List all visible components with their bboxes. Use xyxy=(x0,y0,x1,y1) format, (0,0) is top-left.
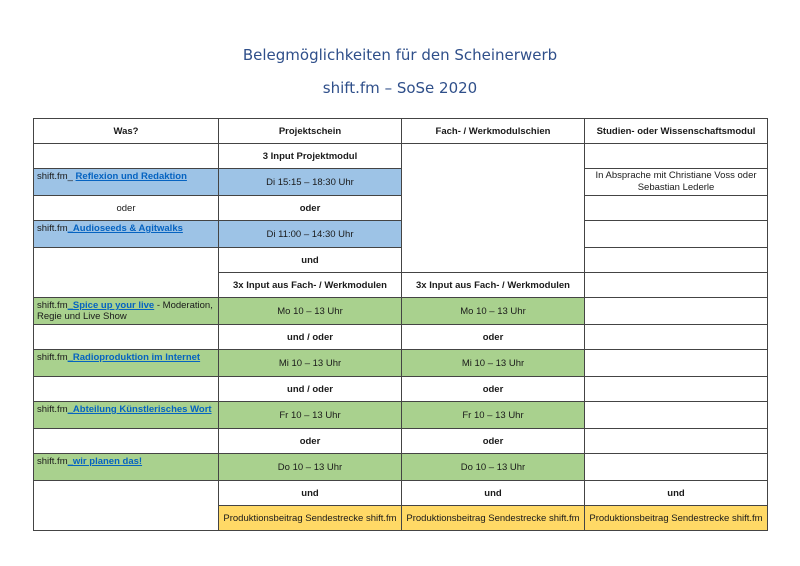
course-prefix: shift.fm_ xyxy=(37,171,76,182)
course-link-kuenstlerisches-wort[interactable]: _Abteilung Künstlerisches Wort xyxy=(67,404,212,415)
course-link-spice[interactable]: _Spice up your live xyxy=(67,300,155,311)
time-cell: Do 10 – 13 Uhr xyxy=(219,454,402,481)
produktionsbeitrag-cell: Produktionsbeitrag Sendestrecke shift.fm xyxy=(402,506,585,531)
time-cell: Do 10 – 13 Uhr xyxy=(402,454,585,481)
time-cell: Mo 10 – 13 Uhr xyxy=(219,298,402,325)
table-row xyxy=(34,325,768,350)
time-cell: Mo 10 – 13 Uhr xyxy=(402,298,585,325)
course-link-reflexion[interactable]: Reflexion und Redaktion xyxy=(75,171,187,182)
time-cell: Mi 10 – 13 Uhr xyxy=(402,350,585,377)
connector-cell: und xyxy=(219,481,402,506)
course-prefix: shift.fm xyxy=(37,300,68,311)
course-suffix: - Moderation, Regie und Live Show xyxy=(37,300,213,322)
table-row xyxy=(34,196,768,221)
table-row xyxy=(34,377,768,402)
table-row xyxy=(34,481,768,506)
table-row xyxy=(34,169,768,196)
course-link-radioproduktion[interactable]: _Radioproduktion im Internet xyxy=(67,352,201,363)
time-cell: Fr 10 – 13 Uhr xyxy=(219,402,402,429)
cell-empty-merged xyxy=(34,248,219,298)
produktionsbeitrag-cell: Produktionsbeitrag Sendestrecke shift.fm xyxy=(219,506,402,531)
course-cell xyxy=(34,350,219,377)
table-row xyxy=(34,144,768,169)
course-prefix: shift.fm xyxy=(37,404,68,415)
time-cell: Fr 10 – 13 Uhr xyxy=(402,402,585,429)
cell-projektmodul-label: 3 Input Projektmodul xyxy=(219,144,402,169)
table-header-row xyxy=(34,119,768,144)
cell-empty xyxy=(585,377,768,402)
page-subtitle: shift.fm – SoSe 2020 xyxy=(322,79,478,97)
connector-cell: und / oder xyxy=(219,377,402,402)
table-row xyxy=(34,429,768,454)
cell-empty xyxy=(585,298,768,325)
course-cell xyxy=(34,402,219,429)
table-row xyxy=(34,248,768,273)
time-cell: Di 11:00 – 14:30 Uhr xyxy=(219,221,402,248)
cell-empty xyxy=(34,325,219,350)
page-title: Belegmöglichkeiten für den Scheinerwerb xyxy=(242,46,558,64)
table-row xyxy=(34,350,768,377)
course-prefix: shift.fm xyxy=(37,456,68,467)
cell-empty xyxy=(585,196,768,221)
section-label: 3x Input aus Fach- / Werkmodulen xyxy=(219,273,402,298)
course-link-wir-planen[interactable]: _wir planen das! xyxy=(67,456,143,467)
cell-empty xyxy=(585,454,768,481)
cell-empty xyxy=(585,144,768,169)
header-projektschein: Projektschein xyxy=(219,119,402,144)
cell-empty xyxy=(585,429,768,454)
cell-empty xyxy=(34,377,219,402)
connector-cell: oder xyxy=(34,196,219,221)
connector-cell: und xyxy=(585,481,768,506)
connector-cell: oder xyxy=(402,325,585,350)
table-row xyxy=(34,454,768,481)
cell-empty xyxy=(585,273,768,298)
connector-cell: oder xyxy=(402,429,585,454)
cell-empty xyxy=(34,144,219,169)
course-prefix: shift.fm xyxy=(37,223,68,234)
section-label: 3x Input aus Fach- / Werkmodulen xyxy=(402,273,585,298)
connector-cell: oder xyxy=(219,196,402,221)
course-link-audioseeds[interactable]: _Audioseeds & Agitwalks xyxy=(67,223,183,234)
cell-empty xyxy=(585,350,768,377)
cell-empty xyxy=(585,221,768,248)
cell-empty xyxy=(585,248,768,273)
header-studien-wissenschaftsmodul: Studien- oder Wissenschaftsmodul xyxy=(585,119,768,144)
connector-cell: und xyxy=(402,481,585,506)
produktionsbeitrag-cell: Produktionsbeitrag Sendestrecke shift.fm xyxy=(585,506,768,531)
connector-cell: oder xyxy=(219,429,402,454)
cell-empty-merged xyxy=(402,144,585,273)
cell-empty xyxy=(34,429,219,454)
header-was: Was? xyxy=(34,119,219,144)
course-cell xyxy=(34,221,219,248)
time-cell: Di 15:15 – 18:30 Uhr xyxy=(219,169,402,196)
course-table xyxy=(33,118,768,531)
connector-cell: und / oder xyxy=(219,325,402,350)
course-cell xyxy=(34,298,219,325)
cell-empty xyxy=(585,402,768,429)
cell-empty-merged xyxy=(34,481,219,531)
cell-absprache: In Absprache mit Christiane Voss oder Sebastian Lederle xyxy=(585,169,768,196)
course-prefix: shift.fm xyxy=(37,352,68,363)
table-row xyxy=(34,221,768,248)
cell-empty xyxy=(585,325,768,350)
header-fach-werkmodul: Fach- / Werkmodulschien xyxy=(402,119,585,144)
table-row xyxy=(34,298,768,325)
connector-cell: und xyxy=(219,248,402,273)
course-cell xyxy=(34,169,219,196)
connector-cell: oder xyxy=(402,377,585,402)
time-cell: Mi 10 – 13 Uhr xyxy=(219,350,402,377)
course-cell xyxy=(34,454,219,481)
table-row xyxy=(34,402,768,429)
